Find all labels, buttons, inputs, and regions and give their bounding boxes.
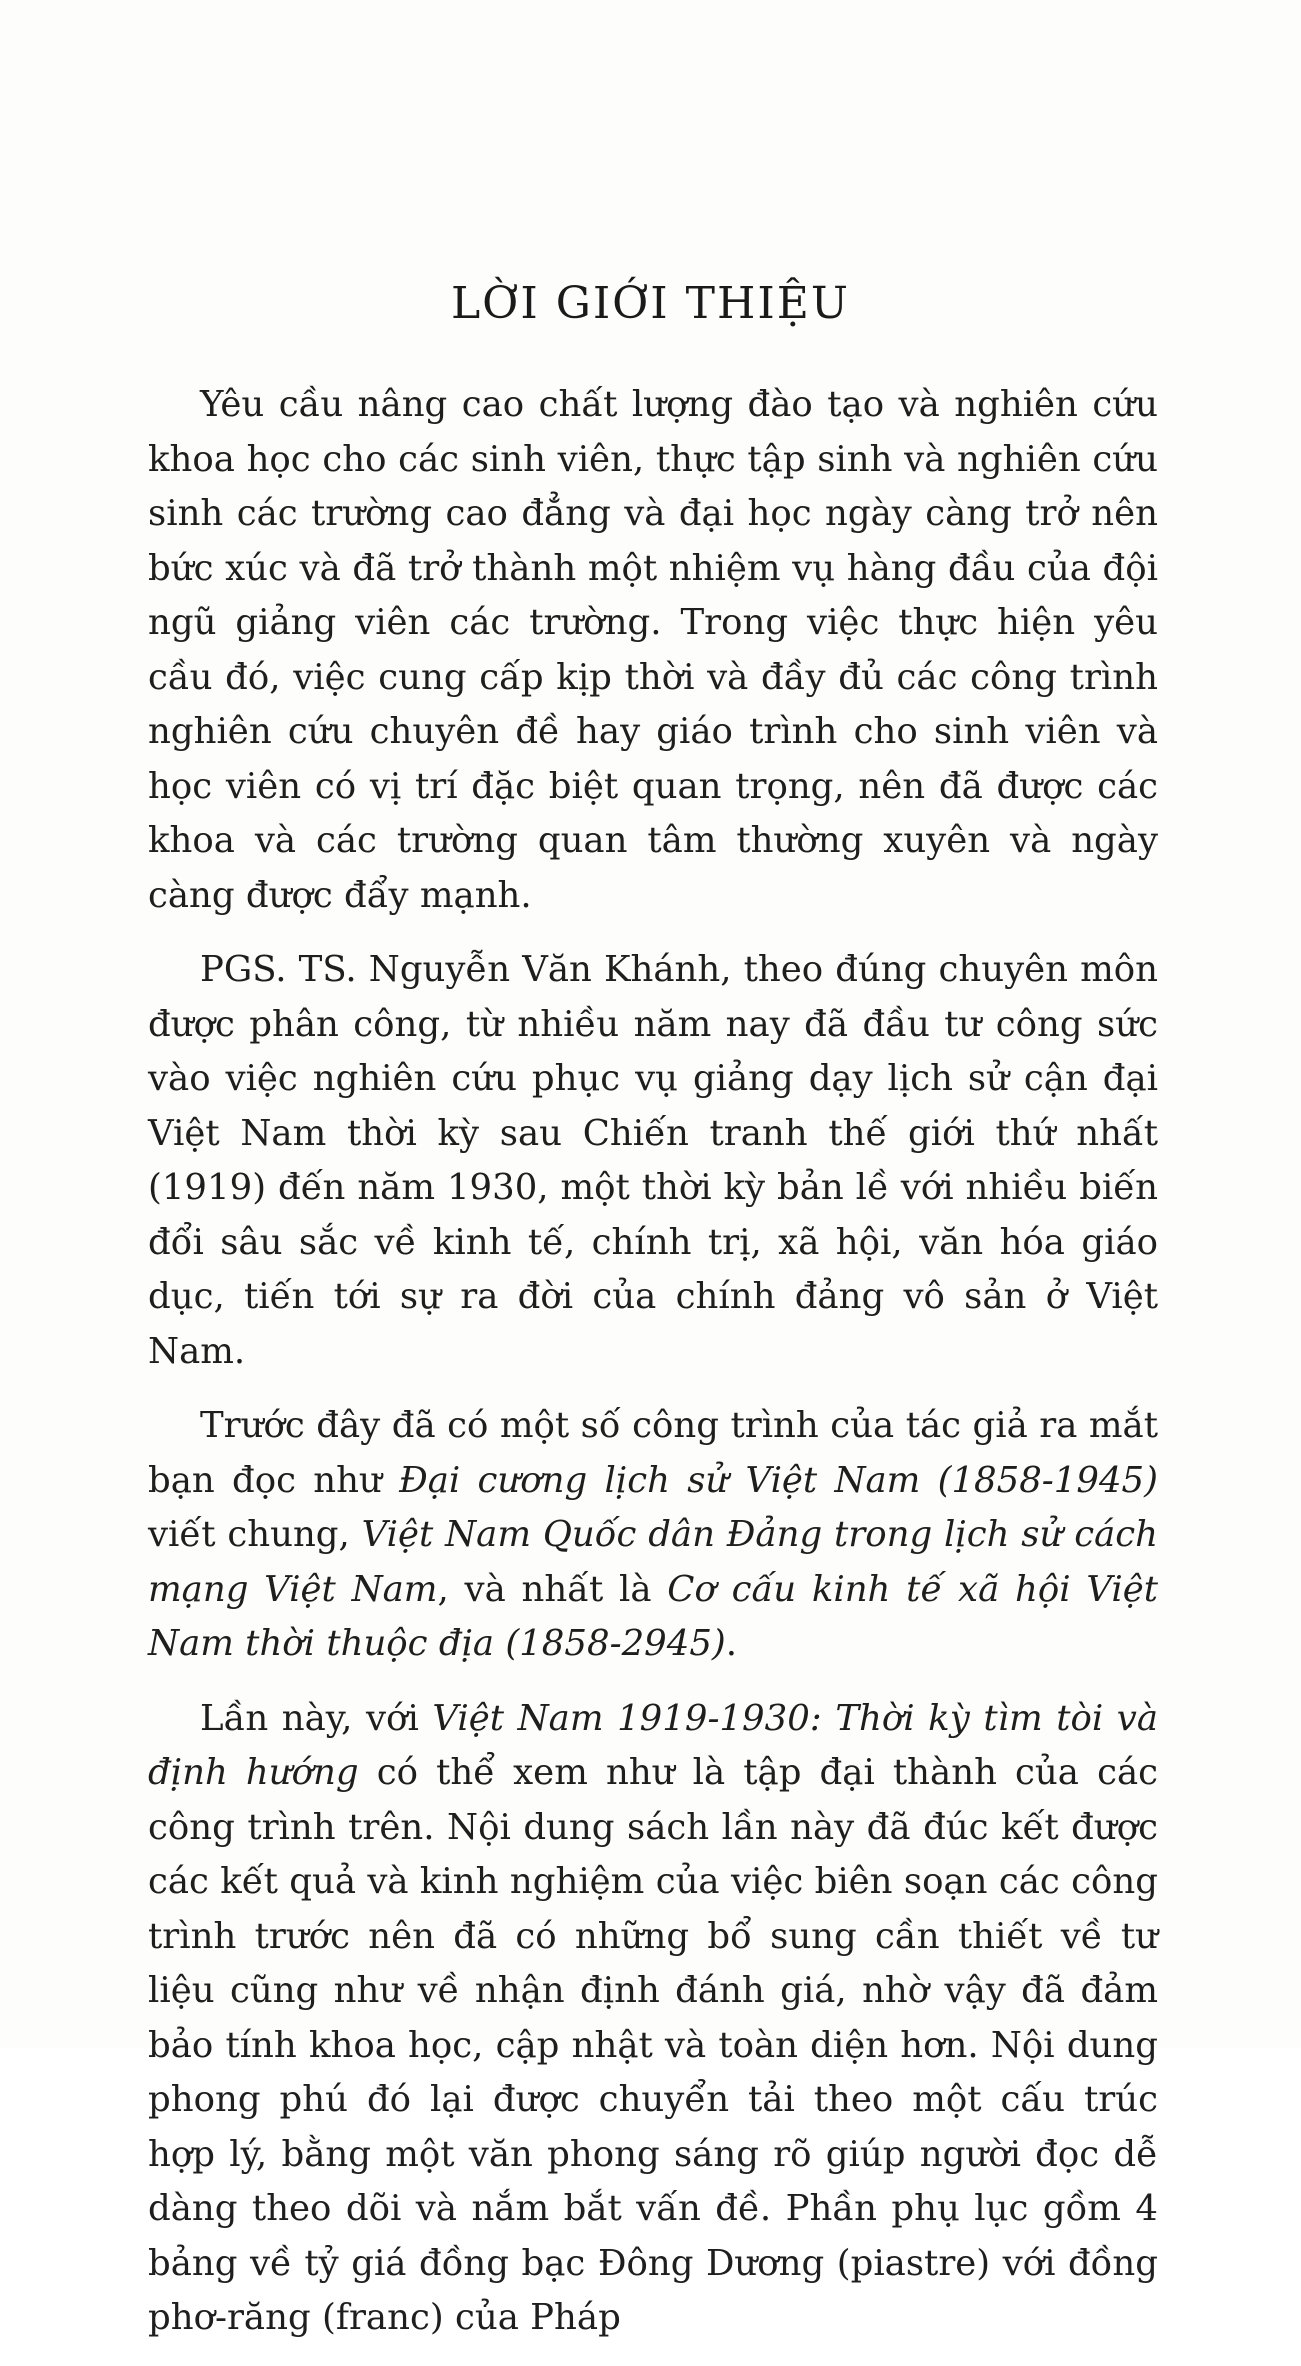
text-run: Lần này, với [200, 1697, 433, 1739]
book-title-italic: Đại cương lịch sử Việt Nam (1858-1945) [399, 1459, 1158, 1501]
paragraph-1: Yêu cầu nâng cao chất lượng đào tạo và nghiên cứu khoa học cho các sinh viên, thực tập sinh và nghiên cứu sinh các trường cao đẳng và đại học ngày càng trở nên bức xúc và đã trở thành một nhiệm vụ hàng đầu của đội ngũ giảng viên các trường. Trong việc thực hiện yêu cầu đó, việc cung cấp kịp thời và đầy đủ các công trình nghiên cứu chuyên đề hay giáo trình cho sinh viên và học viên có vị trí đặc biệt quan trọng, nên đã được các khoa và các trường quan tâm thường xuyên và ngày càng được đẩy mạnh. [148, 384, 1158, 916]
text-run: viết chung, [148, 1514, 362, 1555]
text-run: Trước đây đã có một số công trình của tác giả ra mắt bạn đọc như [148, 1405, 1158, 1501]
book-title-italic: Việt Nam Quốc dân Đảng trong lịch sử cách mạng Việt Nam [148, 1514, 1158, 1610]
book-title-italic: Cơ cấu kinh tế xã hội Việt Nam thời thuộc địa (1858-2945) [148, 1568, 1158, 1664]
paragraph-2: PGS. TS. Nguyễn Văn Khánh, theo đúng chuyên môn được phân công, từ nhiều năm nay đã đầu tư công sức vào việc nghiên cứu phục vụ giảng dạy lịch sử cận đại Việt Nam thời kỳ sau Chiến tranh thế giới thứ nhất (1919) đến năm 1930, một thời kỳ bản lề với nhiều biến đổi sâu sắc về kinh tế, chính trị, xã hội, văn hóa giáo dục, tiến tới sự ra đời của chính đảng vô sản ở Việt Nam. [148, 949, 1158, 1372]
paragraph-3 [148, 1399, 1158, 1672]
page-title: LỜI GIỚI THIỆU [451, 278, 850, 329]
paragraph-4 [148, 1692, 1158, 2346]
text-run: có thể xem như là tập đại thành của các công trình trên. Nội dung sách lần này đã đúc kết được các kết quả và kinh nghiệm của việc biên soạn các công trình trước nên đã có những bổ sung cần thiết về tư liệu cũng như về nhận định đánh giá, nhờ vậy đã đảm bảo tính khoa học, cập nhật và toàn diện hơn. Nội dung phong phú đó lại được chuyển tải theo một cấu trúc hợp lý, bằng một văn phong sáng rõ giúp người đọc dễ dàng theo dõi và nắm bắt vấn đề. Phần phụ lục gồm 4 bảng về tỷ giá đồng bạc Đông Dương (piastre) với đồng phơ-răng (franc) của Pháp [148, 1752, 1158, 2338]
text-run: . [725, 1623, 738, 1664]
text-run: , và nhất là [437, 1568, 668, 1610]
body-text [148, 378, 1158, 2366]
book-title-italic: Việt Nam 1919-1930: Thời kỳ tìm tòi và định hướng [148, 1697, 1158, 1793]
